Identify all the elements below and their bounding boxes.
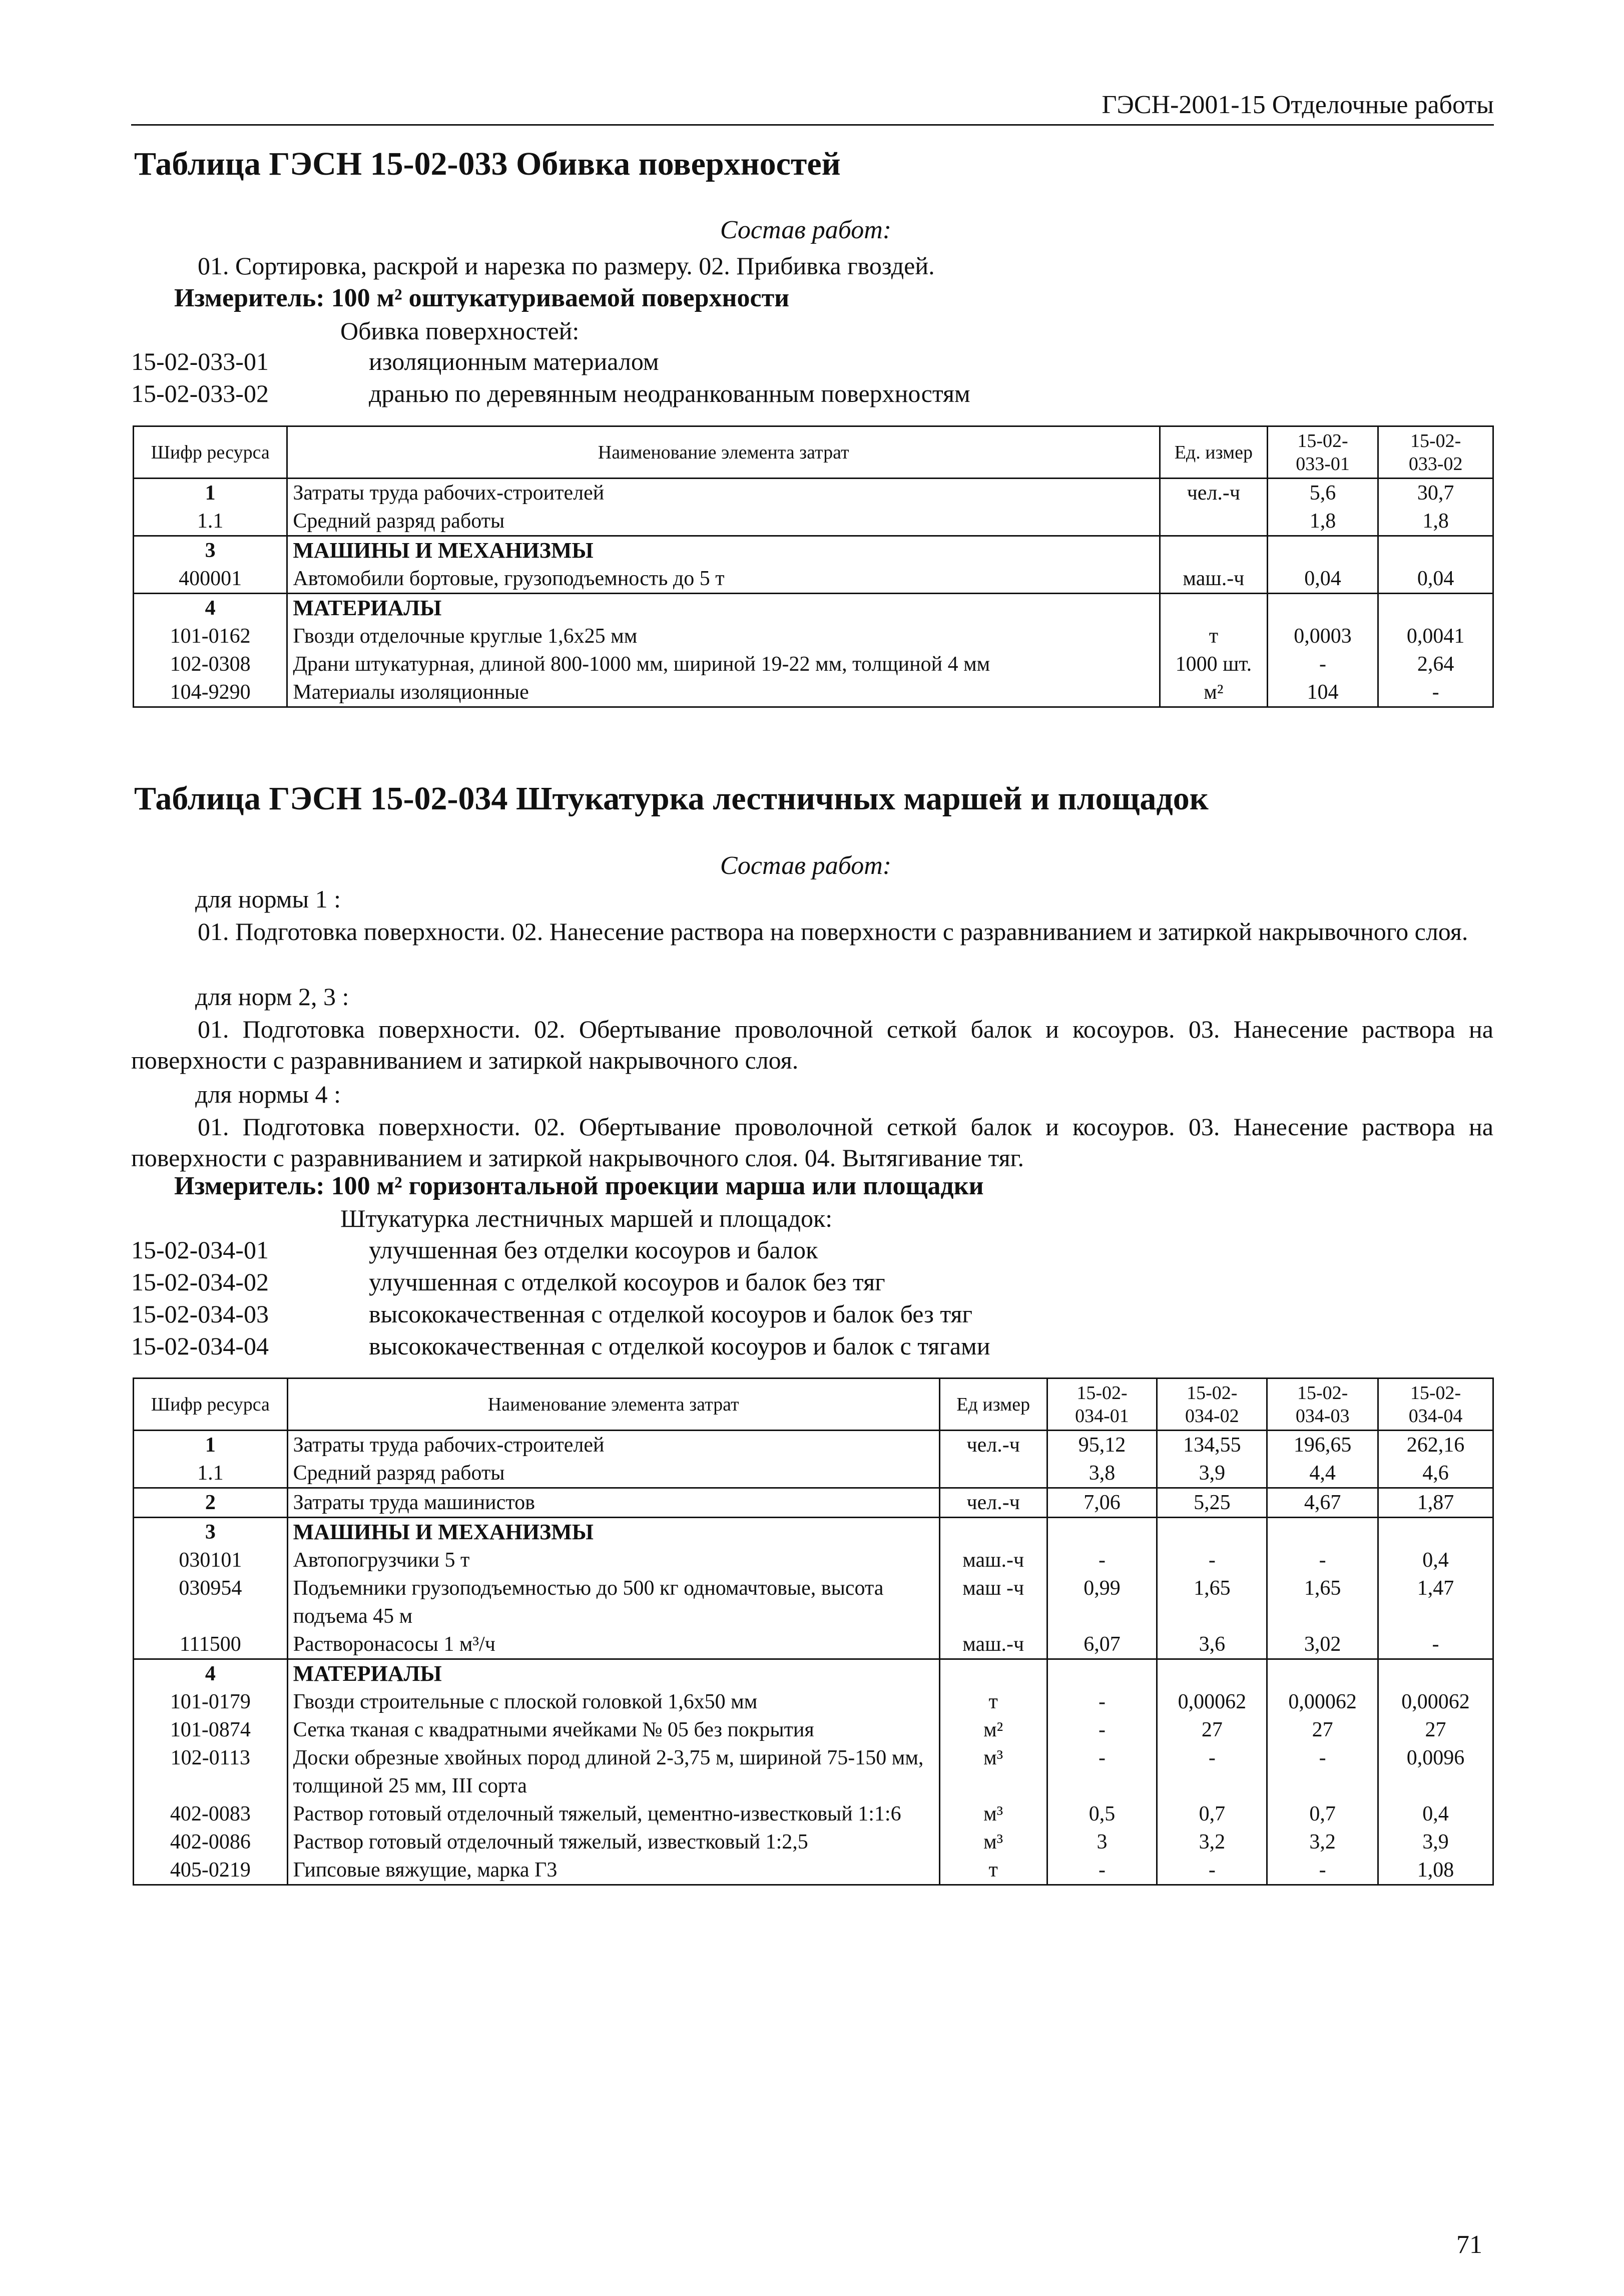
cell-value: 3,9 — [1378, 1828, 1493, 1856]
cell-value: 0,5 — [1047, 1800, 1157, 1828]
cell-value: 0,0041 — [1378, 622, 1493, 650]
col-header-norm: 15-02- 034-02 — [1157, 1379, 1267, 1431]
col-header-name: Наименование элемента затрат — [287, 1379, 939, 1431]
cell-value: 2,64 — [1378, 650, 1493, 678]
table1-norm-list — [131, 345, 970, 409]
cell-value: - — [1157, 1744, 1267, 1800]
cell-name: Доски обрезные хвойных пород длиной 2-3,75 м, шириной 75-150 мм, толщиной 25 мм, III сорта — [287, 1744, 939, 1800]
col-header-unit: Ед. измер — [1160, 426, 1268, 479]
cell-value — [1047, 1518, 1157, 1547]
norm-code: 15-02-034-01 — [131, 1236, 269, 1264]
cell-value: - — [1267, 1744, 1378, 1800]
table-row — [134, 1744, 1493, 1800]
col-header-norm: 15-02- 033-02 — [1378, 426, 1493, 479]
for-norm-1-label: для нормы 1 : — [195, 885, 341, 913]
cell-unit: маш.-ч — [939, 1546, 1047, 1574]
cell-value: 104 — [1267, 678, 1378, 707]
table1-grid — [133, 425, 1494, 708]
norm-code: 15-02-033-02 — [131, 379, 269, 407]
table1-title: Таблица ГЭСН 15-02-033 Обивка поверхностей — [134, 146, 841, 182]
cell-value: 27 — [1157, 1716, 1267, 1744]
cell-section: МАШИНЫ И МЕХАНИЗМЫ — [287, 536, 1160, 565]
cell-name: Автопогрузчики 5 т — [287, 1546, 939, 1574]
cell-value: 95,12 — [1047, 1431, 1157, 1460]
cell-value: 0,04 — [1378, 565, 1493, 594]
cell-name: Гвозди отделочные круглые 1,6х25 мм — [287, 622, 1160, 650]
for-norm-23-label: для норм 2, 3 : — [195, 983, 349, 1011]
running-header: ГЭСН-2001-15 Отделочные работы — [1102, 91, 1494, 119]
cell-value: - — [1378, 1630, 1493, 1659]
cell-unit: чел.-ч — [1160, 479, 1268, 508]
cell-unit: м² — [1160, 678, 1268, 707]
norm-item — [131, 1330, 990, 1362]
cell-code: 1 — [134, 479, 287, 508]
cell-value: 0,4 — [1378, 1546, 1493, 1574]
cell-value: 0,04 — [1267, 565, 1378, 594]
table-row — [134, 678, 1493, 707]
cell-value: 30,7 — [1378, 479, 1493, 508]
table-row — [134, 536, 1493, 565]
norm-item — [131, 1266, 990, 1298]
cell-section: МАТЕРИАЛЫ — [287, 1659, 939, 1688]
cell-code: 4 — [134, 1659, 288, 1688]
col-header-name: Наименование элемента затрат — [287, 426, 1160, 479]
cell-value: 1,08 — [1378, 1856, 1493, 1885]
page-number: 71 — [1456, 2230, 1482, 2259]
cell-value — [1267, 1518, 1378, 1547]
cell-code: 402-0086 — [134, 1828, 288, 1856]
cell-unit: 1000 шт. — [1160, 650, 1268, 678]
cell-code: 102-0308 — [134, 650, 287, 678]
cell-value: - — [1378, 678, 1493, 707]
table1-composition-label: Состав работ: — [720, 216, 892, 244]
norm-item — [131, 1298, 990, 1330]
table-row — [134, 1856, 1493, 1885]
cell-value — [1267, 594, 1378, 623]
table-row — [134, 1828, 1493, 1856]
table-row — [134, 479, 1493, 508]
cell-unit: чел.-ч — [939, 1488, 1047, 1518]
cell-value: 3,9 — [1157, 1459, 1267, 1488]
norm-text: изоляционным материалом — [369, 347, 659, 375]
cell-value: 262,16 — [1378, 1431, 1493, 1460]
cell-code: 101-0162 — [134, 622, 287, 650]
table-row — [134, 1800, 1493, 1828]
cell-value: 4,4 — [1267, 1459, 1378, 1488]
table-row — [134, 622, 1493, 650]
cell-unit: маш.-ч — [1160, 565, 1268, 594]
norm-code: 15-02-034-02 — [131, 1268, 269, 1296]
cell-value — [1157, 1659, 1267, 1688]
cell-code: 1.1 — [134, 507, 287, 536]
cell-value: 6,07 — [1047, 1630, 1157, 1659]
cell-code: 3 — [134, 1518, 288, 1547]
cell-value: 0,00062 — [1157, 1688, 1267, 1716]
cell-name: Автомобили бортовые, грузоподъемность до 5 т — [287, 565, 1160, 594]
cell-name: Средний разряд работы — [287, 1459, 939, 1488]
cell-unit — [1160, 594, 1268, 623]
cell-value: 1,65 — [1267, 1574, 1378, 1630]
cell-code: 101-0179 — [134, 1688, 288, 1716]
cell-unit: м³ — [939, 1828, 1047, 1856]
cell-name: Затраты труда машинистов — [287, 1488, 939, 1518]
cell-value: - — [1267, 650, 1378, 678]
cell-code: 2 — [134, 1488, 288, 1518]
cell-value: 1,47 — [1378, 1574, 1493, 1630]
norm-text: высококачественная с отделкой косоуров и балок без тяг — [369, 1300, 973, 1328]
cell-value: 3,6 — [1157, 1630, 1267, 1659]
cell-value: - — [1157, 1856, 1267, 1885]
norm-code: 15-02-033-01 — [131, 347, 269, 375]
cell-value — [1378, 1518, 1493, 1547]
col-header-norm: 15-02- 034-01 — [1047, 1379, 1157, 1431]
cell-value: 0,0003 — [1267, 622, 1378, 650]
cell-value: - — [1047, 1546, 1157, 1574]
cell-unit — [939, 1659, 1047, 1688]
cell-code: 1 — [134, 1431, 288, 1460]
cell-value: 7,06 — [1047, 1488, 1157, 1518]
cell-value — [1157, 1518, 1267, 1547]
table-row — [134, 594, 1493, 623]
cell-value: 27 — [1267, 1716, 1378, 1744]
cell-value: 5,6 — [1267, 479, 1378, 508]
table2-group-title: Штукатурка лестничных маршей и площадок: — [340, 1204, 833, 1232]
col-header-norm: 15-02- 034-03 — [1267, 1379, 1378, 1431]
table-row — [134, 1459, 1493, 1488]
col-header-unit: Ед измер — [939, 1379, 1047, 1431]
cell-value: 5,25 — [1157, 1488, 1267, 1518]
cell-value: - — [1047, 1744, 1157, 1800]
cell-code: 400001 — [134, 565, 287, 594]
table-row — [134, 1688, 1493, 1716]
norm-item — [131, 345, 970, 377]
table2-norm-list — [131, 1234, 990, 1362]
cell-value: - — [1047, 1856, 1157, 1885]
table-row — [134, 565, 1493, 594]
cell-code: 3 — [134, 536, 287, 565]
cell-code: 111500 — [134, 1630, 288, 1659]
cell-name: Подъемники грузоподъемностью до 500 кг одномачтовые, высота подъема 45 м — [287, 1574, 939, 1630]
cell-unit: м² — [939, 1716, 1047, 1744]
cell-value: 3,2 — [1267, 1828, 1378, 1856]
table-row — [134, 1716, 1493, 1744]
cell-value: 134,55 — [1157, 1431, 1267, 1460]
cell-value: - — [1267, 1856, 1378, 1885]
table-row — [134, 1630, 1493, 1659]
cell-section: МАТЕРИАЛЫ — [287, 594, 1160, 623]
cell-name: Средний разряд работы — [287, 507, 1160, 536]
cell-value: 0,0096 — [1378, 1744, 1493, 1800]
norm-code: 15-02-034-03 — [131, 1300, 269, 1328]
table1-group-title: Обивка поверхностей: — [340, 317, 580, 345]
cell-code: 101-0874 — [134, 1716, 288, 1744]
cell-value: 1,87 — [1378, 1488, 1493, 1518]
cell-value — [1378, 1659, 1493, 1688]
cell-value: 3,02 — [1267, 1630, 1378, 1659]
table1-measure: Измеритель: 100 м² оштукатуриваемой поверхности — [174, 284, 790, 312]
cell-value: 1,8 — [1267, 507, 1378, 536]
col-header-code: Шифр ресурса — [134, 426, 287, 479]
table-row — [134, 507, 1493, 536]
cell-unit — [1160, 536, 1268, 565]
cell-value: 1,65 — [1157, 1574, 1267, 1630]
norm-text: высококачественная с отделкой косоуров и балок с тягами — [369, 1332, 990, 1360]
cell-value: 0,00062 — [1378, 1688, 1493, 1716]
cell-unit — [1160, 507, 1268, 536]
cell-value: 3 — [1047, 1828, 1157, 1856]
table-row — [134, 1518, 1493, 1547]
cell-value — [1378, 594, 1493, 623]
table-row — [134, 1488, 1493, 1518]
cell-name: Сетка тканая с квадратными ячейками № 05 без покрытия — [287, 1716, 939, 1744]
cell-code: 030101 — [134, 1546, 288, 1574]
norm-item — [131, 1234, 990, 1266]
table-row — [134, 1574, 1493, 1630]
norm-text: улучшенная без отделки косоуров и балок — [369, 1236, 818, 1264]
cell-value: 0,4 — [1378, 1800, 1493, 1828]
for-norm-4-label: для нормы 4 : — [195, 1080, 341, 1108]
cell-name: Раствор готовый отделочный тяжелый, цементно-известковый 1:1:6 — [287, 1800, 939, 1828]
cell-code: 405-0219 — [134, 1856, 288, 1885]
cell-unit: чел.-ч — [939, 1431, 1047, 1460]
cell-value — [1047, 1659, 1157, 1688]
table2-grid — [133, 1377, 1494, 1886]
cell-value: 3,2 — [1157, 1828, 1267, 1856]
table1-composition-text: 01. Сортировка, раскрой и нарезка по размеру. 02. Прибивка гвоздей. — [198, 252, 935, 280]
cell-value — [1267, 1659, 1378, 1688]
cell-value: - — [1157, 1546, 1267, 1574]
cell-value: 0,99 — [1047, 1574, 1157, 1630]
norm-text: улучшенная с отделкой косоуров и балок без тяг — [369, 1268, 885, 1296]
cell-name: Раствор готовый отделочный тяжелый, известковый 1:2,5 — [287, 1828, 939, 1856]
col-header-norm: 15-02- 033-01 — [1267, 426, 1378, 479]
cell-name: Затраты труда рабочих-строителей — [287, 1431, 939, 1460]
cell-section: МАШИНЫ И МЕХАНИЗМЫ — [287, 1518, 939, 1547]
cell-value: 1,8 — [1378, 507, 1493, 536]
cell-unit: т — [1160, 622, 1268, 650]
cell-unit — [939, 1518, 1047, 1547]
norm-code: 15-02-034-04 — [131, 1332, 269, 1360]
cell-value: 4,67 — [1267, 1488, 1378, 1518]
norm-text: дранью по деревянным неодранкованным поверхностям — [369, 379, 970, 407]
cell-code: 102-0113 — [134, 1744, 288, 1800]
text-norm-1: 01. Подготовка поверхности. 02. Нанесение раствора на поверхности с разравниванием и затиркой накрывочного слоя. — [198, 917, 1468, 946]
cell-value: 0,00062 — [1267, 1688, 1378, 1716]
cell-name: Растворонасосы 1 м³/ч — [287, 1630, 939, 1659]
cell-value: - — [1047, 1716, 1157, 1744]
cell-value: 0,7 — [1267, 1800, 1378, 1828]
text-norm-4: 01. Подготовка поверхности. 02. Обертывание проволочной сеткой балок и косоуров. 03. Нанесение раствора на поверхности с разравниванием и затиркой накрывочного слоя. 04. Вытягивание тяг. — [131, 1113, 1493, 1172]
cell-name: Гвозди строительные с плоской головкой 1,6х50 мм — [287, 1688, 939, 1716]
table-row — [134, 650, 1493, 678]
header-rule — [131, 124, 1494, 126]
text-norm-23: 01. Подготовка поверхности. 02. Обертывание проволочной сеткой балок и косоуров. 03. Нанесение раствора на поверхности с разравниванием и затиркой накрывочного слоя. — [131, 1015, 1493, 1074]
cell-unit: м³ — [939, 1800, 1047, 1828]
table2-measure: Измеритель: 100 м² горизонтальной проекции марша или площадки — [174, 1172, 984, 1200]
cell-value — [1378, 536, 1493, 565]
cell-name: Гипсовые вяжущие, марка Г3 — [287, 1856, 939, 1885]
cell-unit: маш.-ч — [939, 1630, 1047, 1659]
cell-value: 0,7 — [1157, 1800, 1267, 1828]
cell-name: Материалы изоляционные — [287, 678, 1160, 707]
cell-value: - — [1267, 1546, 1378, 1574]
cell-value: 3,8 — [1047, 1459, 1157, 1488]
cell-unit: т — [939, 1688, 1047, 1716]
table2-composition-label: Состав работ: — [720, 851, 892, 880]
cell-name: Затраты труда рабочих-строителей — [287, 479, 1160, 508]
col-header-code: Шифр ресурса — [134, 1379, 288, 1431]
cell-unit — [939, 1459, 1047, 1488]
cell-code: 4 — [134, 594, 287, 623]
col-header-norm: 15-02- 034-04 — [1378, 1379, 1493, 1431]
table-row — [134, 1546, 1493, 1574]
cell-unit: маш -ч — [939, 1574, 1047, 1630]
table-row — [134, 1659, 1493, 1688]
cell-value: 27 — [1378, 1716, 1493, 1744]
cell-unit: т — [939, 1856, 1047, 1885]
table-row — [134, 1431, 1493, 1460]
norm-item — [131, 377, 970, 409]
cell-code: 402-0083 — [134, 1800, 288, 1828]
cell-code: 104-9290 — [134, 678, 287, 707]
cell-value: 4,6 — [1378, 1459, 1493, 1488]
cell-value — [1267, 536, 1378, 565]
cell-value: - — [1047, 1688, 1157, 1716]
cell-name: Драни штукатурная, длиной 800-1000 мм, шириной 19-22 мм, толщиной 4 мм — [287, 650, 1160, 678]
cell-value: 196,65 — [1267, 1431, 1378, 1460]
cell-unit: м³ — [939, 1744, 1047, 1800]
cell-code: 1.1 — [134, 1459, 288, 1488]
cell-code: 030954 — [134, 1574, 288, 1630]
table2-title: Таблица ГЭСН 15-02-034 Штукатурка лестничных маршей и площадок — [134, 780, 1209, 817]
